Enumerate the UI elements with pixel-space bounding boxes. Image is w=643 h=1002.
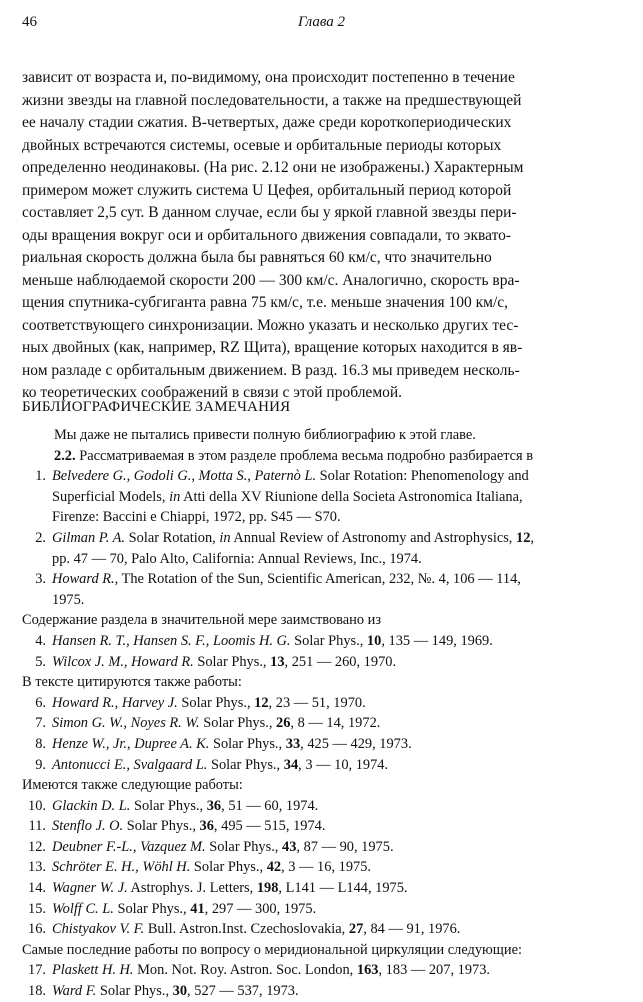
text-line: жизни звезды на главной последовательности, а также на предшествующей bbox=[22, 91, 522, 109]
ref-authors: Howard R. bbox=[52, 571, 115, 588]
text-line: щения спутника-субгиганта равна 75 км/с, т.е. меньше значения 100 км/с, bbox=[22, 294, 509, 311]
subheading: В тексте цитируются также работы: bbox=[22, 674, 242, 691]
ref-number: 1. bbox=[35, 468, 46, 485]
intro-line: Мы даже не пытались привести полную библиографию к этой главе. bbox=[54, 427, 476, 443]
reference-item: 15. Wolff C. L. Solar Phys., 41, 297 — 300, 1975. bbox=[28, 900, 317, 917]
reference-item: 14. Wagner W. J. Astrophys. J. Letters, 198, L141 — L144, 1975. bbox=[28, 880, 408, 897]
text-line: ных двойных (как, например, RZ Щита), вращение которых находится в яв- bbox=[22, 339, 523, 356]
reference-item: 18. Ward F. Solar Phys., 30, 527 — 537, 1973. bbox=[28, 983, 299, 1000]
text-line: составляет 2,5 сут. В данном случае, если бы у яркой главной звезды пери- bbox=[22, 204, 517, 221]
section-heading: БИБЛИОГРАФИЧЕСКИЕ ЗАМЕЧАНИЯ bbox=[22, 399, 291, 415]
reference-item: 16. Chistyakov V. F. Bull. Astron.Inst. Czechoslovakia, 27, 84 — 91, 1976. bbox=[28, 921, 461, 938]
reference-item: 2. Gilman P. A. Solar Rotation, in Annual Review of Astronomy and Astrophysics, 12, pp. 47 — 70, Palo Alto, California: Annual Reviews, Inc., 1974. bbox=[22, 528, 622, 569]
reference-item: 12. Deubner F.-L., Vazquez M. Solar Phys., 43, 87 — 90, 1975. bbox=[28, 838, 394, 855]
section-ref: 2.2. bbox=[54, 447, 76, 464]
subheading: Самые последние работы по вопросу о меридиональной циркуляции следующие: bbox=[22, 941, 522, 958]
reference-item: 4. Hansen R. T., Hansen S. F., Loomis H. G. Solar Phys., 10, 135 — 149, 1969. bbox=[35, 632, 493, 649]
text-line: ее началу стадии сжатия. В-четвертых, даже среди короткопериодических bbox=[22, 114, 512, 131]
reference-item: 6. Howard R., Harvey J. Solar Phys., 12, 23 — 51, 1970. bbox=[35, 694, 366, 711]
reference-item: 7. Simon G. W., Noyes R. W. Solar Phys., 26, 8 — 14, 1972. bbox=[35, 715, 381, 732]
intro-line: 2.2. Рассматриваемая в этом разделе проблема весьма подробно разбирается в bbox=[54, 447, 534, 464]
page-header bbox=[22, 10, 621, 36]
reference-item: 13. Schröter E. H., Wöhl H. Solar Phys., 42, 3 — 16, 1975. bbox=[28, 859, 372, 876]
text-line: ном разладе с орбитальным движением. В разд. 16.3 мы приведем несколь- bbox=[22, 361, 520, 379]
reference-item: 3. Howard R., The Rotation of the Sun, Scientific American, 232, №. 4, 106 — 114, 1975. bbox=[22, 569, 622, 610]
body-paragraph bbox=[22, 67, 622, 405]
ref-authors: Gilman P. A. bbox=[52, 529, 126, 546]
text-line: примером может служить система U Цефея, орбитальный период которой bbox=[22, 181, 512, 199]
text-line: определенно неодинаковы. (На рис. 2.12 они не изображены.) Характерным bbox=[22, 159, 524, 176]
reference-item: 5. Wilcox J. M., Howard R. Solar Phys., 13, 251 — 260, 1970. bbox=[35, 653, 397, 670]
subheading: Содержание раздела в значительной мере заимствовано из bbox=[22, 612, 382, 629]
text-line: оды вращения вокруг оси и орбитального движения совпадали, то эквато- bbox=[22, 226, 512, 244]
text-line: риальная скорость должна была бы равняться 60 км/с, что значительно bbox=[22, 249, 492, 266]
ref-number: 3. bbox=[35, 571, 46, 588]
bibliography bbox=[22, 425, 622, 1002]
chapter-title: Глава 2 bbox=[297, 14, 346, 30]
subheading: Имеются также следующие работы: bbox=[22, 777, 243, 794]
ref-number: 2. bbox=[35, 529, 46, 546]
text-line: соответствующего синхронизации. Можно указать и несколько других тес- bbox=[22, 316, 519, 334]
reference-item: 9. Antonucci E., Svalgaard L. Solar Phys., 34, 3 — 10, 1974. bbox=[35, 756, 389, 773]
reference-item: 11. Stenflo J. O. Solar Phys., 36, 495 — 515, 1974. bbox=[28, 818, 326, 835]
text-line: зависит от возраста и, по-видимому, она происходит постепенно в течение bbox=[22, 69, 515, 86]
reference-item: 10. Glackin D. L. Solar Phys., 36, 51 — 60, 1974. bbox=[28, 797, 319, 814]
page-number: 46 bbox=[22, 14, 37, 30]
text-line: двойных встречаются системы, осевые и орбитальные периоды которых bbox=[22, 136, 502, 154]
text-line: ко теоретических соображений в связи с этой проблемой. bbox=[22, 384, 403, 401]
text-line: меньше наблюдаемой скорости 200 — 300 км/с. Аналогично, скорость вра- bbox=[22, 271, 520, 289]
reference-item: 17. Plaskett H. H. Mon. Not. Roy. Astron. Soc. London, 163, 183 — 207, 1973. bbox=[28, 962, 491, 979]
ref-authors: Belvedere G., Godoli G., Motta S., Paternò L. bbox=[52, 468, 317, 485]
reference-item: 8. Henze W., Jr., Dupree A. K. Solar Phys., 33, 425 — 429, 1973. bbox=[35, 735, 412, 752]
reference-item: 1. Belvedere G., Godoli G., Motta S., Paternò L. Solar Rotation: Phenomenology and Superficial Models, in Atti della XV Riunione della Societa Astronomica Italiana, Firenze: Baccini e Chiappi, 1972, pp. S45 — S70. bbox=[22, 466, 622, 528]
